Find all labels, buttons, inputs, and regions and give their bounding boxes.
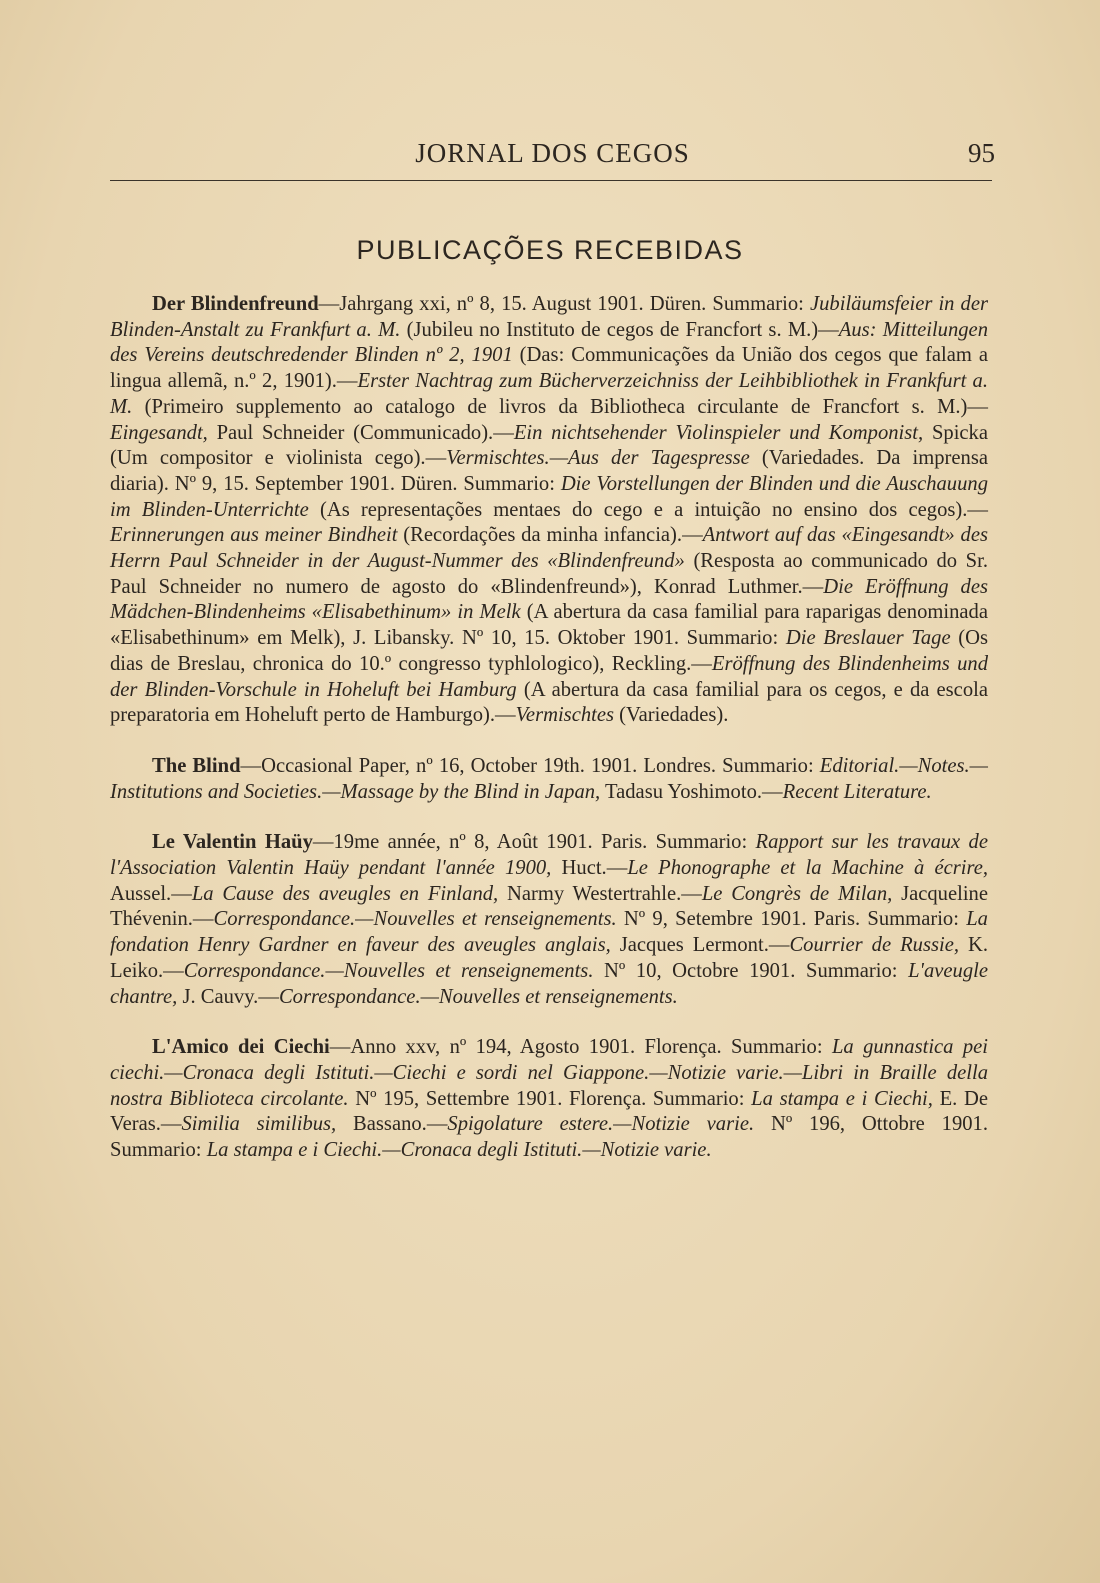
entry-segment: Aussel.— [110,882,192,905]
entry-le-valentin-hauy [110,830,988,1010]
entry-segment: (Resposta ao communicado do Sr. Paul Schneider no numero de agosto do «Blindenfreund»), Konrad Luthmer.— [110,550,989,598]
entry-segment: Huct.— [551,857,628,880]
section-title: PUBLICAÇÕES RECEBIDAS [356,235,744,265]
entry-segment: (A abertura da casa familial para raparigas denominada «Elisabethinum» em Melk), J. Libansky. Nº 10, 15. Oktober 1901. Summario: [110,601,988,650]
entry-segment: (Recordações da minha infancia).— [397,524,703,547]
title-italic: Le Phonographe et la Machine à écrire, [627,857,989,880]
title-italic: Rapport sur les travaux de l'Association Valentin Haüy pendant l'année 1900, [110,831,988,880]
header-rule [110,180,992,181]
title-italic: Recent Literature. [782,780,932,803]
title-italic: La stampa e i Ciechi, [751,1087,933,1110]
publication-name: The Blind [152,754,241,777]
entry-segment: —Occasional Paper, nº 16, October 19th. 1901. Londres. Summario: [240,754,820,777]
title-italic: Correspondance.—Nouvelles et renseignements. [278,985,678,1008]
title-italic: Erinnerungen aus meiner Bindheit [110,524,398,547]
title-italic: Editorial.—Notes.—Institutions and Societies.—Massage by the Blind in Japan, [110,754,988,803]
journal-title: JORNAL DOS CEGOS [415,138,690,168]
entry-der-blindenfreund [110,292,988,729]
entry-segment: —Jahrgang xxi, nº 8, 15. August 1901. Düren. Summario: [318,293,810,315]
running-head [110,138,995,178]
entry-segment: Bassano.— [336,1113,448,1136]
entry-segment: Nº 195, Settembre 1901. Florença. Summario: [348,1087,752,1110]
page-number: 95 [968,138,995,168]
entry-segment: (Variedades. Da imprensa diaria). Nº 9, 15. September 1901. Düren. Summario: [110,447,988,495]
title-italic: Courrier de Russie, [789,934,959,957]
title-italic: Vermischtes [515,704,615,727]
title-italic: Eröffnung des Blindenheims und der Blinden-Vorschule in Hoheluft bei Hamburg [110,652,988,701]
entry-segment: —19me année, nº 8, Août 1901. Paris. Summario: [312,831,756,854]
title-italic: La stampa e i Ciechi.—Cronaca degli Istituti.—Notizie varie. [206,1139,712,1162]
title-italic: L'aveugle chantre, [110,959,988,1008]
entry-the-blind [110,754,988,805]
title-italic: Similia similibus, [181,1113,337,1136]
title-italic: Die Eröffnung des Mädchen-Blindenheims «Elisabethinum» in Melk [110,575,988,624]
title-italic: La gunnastica pei ciechi.—Cronaca degli Istituti.—Ciechi e sordi nel Giappone.—Notizie varie.—Libri in Braille della nostra Biblioteca circolante. [110,1036,989,1110]
entry-segment: Nº 10, Octobre 1901. Summario: [593,959,909,982]
title-italic: Ein nichtsehender Violinspieler und Komponist, [513,421,924,444]
title-italic: Die Breslauer Tage [785,627,951,650]
title-italic: Correspondance.—Nouvelles et renseignements. [213,908,617,931]
title-italic: La fondation Henry Gardner en faveur des aveugles anglais, [110,908,988,957]
entry-segment: Nº 9, Setembre 1901. Paris. Summario: [616,908,967,931]
entry-segment: K. Leiko.— [110,934,988,982]
entry-segment: (A abertura da casa familial para os cegos, e da escola preparatoria em Hoheluft perto de Hamburgo).— [110,678,988,727]
title-italic: Aus: Mitteilungen des Vereins deutschredender Blinden nº 2, 1901 [110,318,988,367]
title-italic: Jubiläumsfeier in der Blinden-Anstalt zu Frankfurt a. M. [110,293,988,341]
entry-text [110,755,988,803]
entry-segment: (As representações mentaes do cego e a intuição no ensino dos cegos).— [308,498,988,521]
entry-amico-dei-ciechi [110,1035,988,1164]
title-italic: Eingesandt, [110,421,208,444]
entry-segment: Jacques Lermont.— [610,934,790,957]
entry-segment: (Os dias de Breslau, chronica do 10.º congresso typhlologico), Reckling.— [110,627,988,675]
entry-segment: Paul Schneider (Communicado).— [207,421,514,444]
entry-segment: (Variedades). [614,704,729,727]
entry-segment: Jacqueline Thévenin.— [110,882,988,931]
entry-text [110,293,988,726]
entry-segment: (Jubileu no Instituto de cegos de Francfort s. M.)— [400,318,839,341]
entry-segment: Tadasu Yoshimoto.— [600,780,783,803]
publication-name: L'Amico dei Ciechi [152,1036,330,1059]
title-italic: Antwort auf das «Eingesandt» des Herrn Paul Schneider in der August-Nummer des «Blindenfreund» [110,524,988,573]
entry-segment: Spicka (Um compositor e violinista cego).— [110,421,988,470]
publication-name: Le Valentin Haüy [152,831,313,854]
title-italic: La Cause des aveugles en Finland, [191,882,499,905]
title-italic: Spigolature estere.—Notizie varie. [447,1113,755,1136]
title-italic: Correspondance.—Nouvelles et renseignements. [183,959,594,982]
entry-segment: E. De Veras.— [110,1087,988,1136]
entry-segment: Nº 196, Ottobre 1901. Summario: [110,1113,988,1162]
entry-text [110,831,988,1007]
title-italic: Die Vorstellungen der Blinden und die Auschauung im Blinden-Unterrichte [110,472,988,521]
title-italic: Le Congrès de Milan, [701,882,893,905]
entry-segment: (Primeiro supplemento ao catalogo de livros da Bibliotheca circulante de Francfort s. M.)— [132,395,988,418]
publications-list [110,292,988,1189]
entry-segment: J. Cauvy.— [177,985,279,1008]
publication-name: Der Blindenfreund [152,293,319,315]
entry-segment: (Das: Communicações da União dos cegos que falam a lingua allemã, n.º 2, 1901).— [110,344,988,393]
entry-segment: Narmy Westertrahle.— [498,882,702,905]
title-italic: Vermischtes.—Aus der Tagespresse [446,447,750,470]
title-italic: Erster Nachtrag zum Bücherverzeichniss der Leihbibliothek in Frankfurt a. M. [110,370,988,418]
entry-segment: —Anno xxv, nº 194, Agosto 1901. Florença. Summario: [329,1036,832,1059]
